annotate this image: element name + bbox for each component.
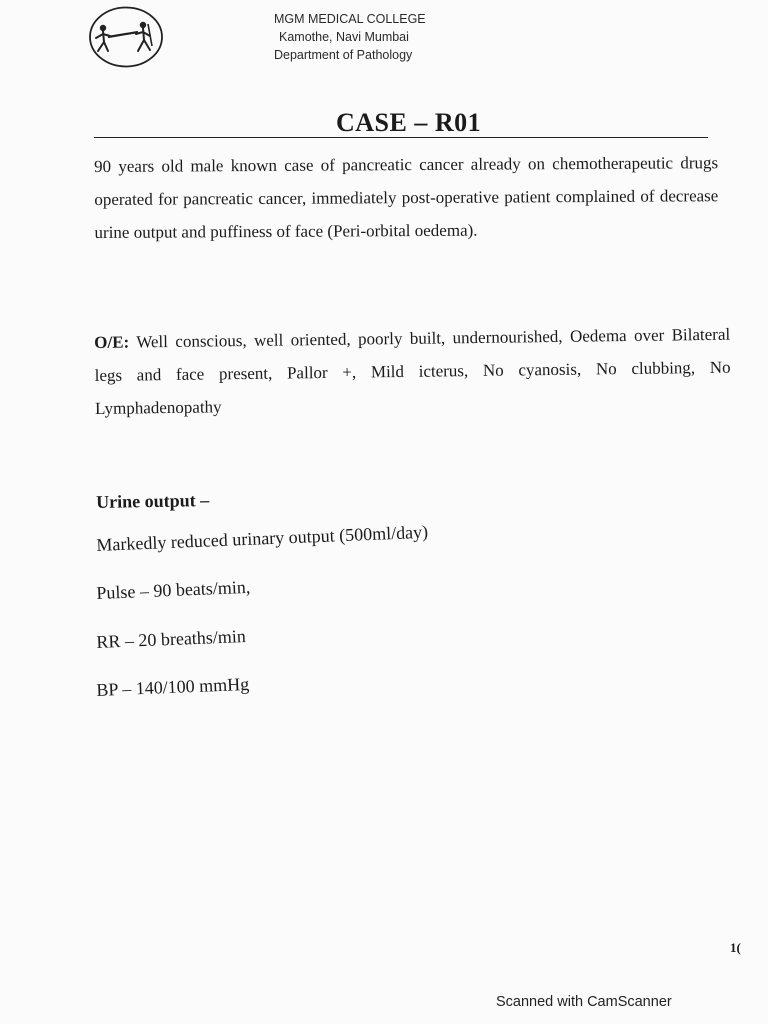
case-title: CASE – R01 — [336, 108, 482, 137]
blood-pressure-value: BP – 140/100 mmHg — [96, 673, 250, 700]
college-logo-icon — [88, 6, 164, 68]
college-location: Kamothe, Navi Mumbai — [279, 30, 409, 44]
letterhead — [274, 10, 426, 64]
examination-findings — [94, 318, 731, 425]
case-history: 90 years old male known case of pancreatic cancer already on chemotherapeutic drugs operated for pancreatic cancer, immediately post-operative patient complained of decrease urine output and puffiness of face (Peri-orbital oedema). — [94, 153, 719, 242]
examination-text: Well conscious, well oriented, poorly built, undernourished, Oedema over Bilateral legs and face present, Pallor +, Mild icterus, No cyanosis, No clubbing, No Lymphadenopathy — [94, 324, 731, 418]
respiratory-rate-value: RR – 20 breaths/min — [96, 626, 247, 652]
pulse-value: Pulse – 90 beats/min, — [96, 576, 251, 603]
urine-output-heading: Urine output – — [96, 490, 210, 512]
college-name: MGM MEDICAL COLLEGE — [274, 12, 426, 26]
department-name: Department of Pathology — [274, 48, 413, 62]
title-divider — [94, 137, 708, 138]
urine-output-value: Markedly reduced urinary output (500ml/day) — [96, 521, 429, 555]
scanner-watermark: Scanned with CamScanner — [496, 994, 672, 1010]
examination-label: O/E: — [94, 332, 130, 352]
page-number: 1( — [730, 940, 741, 955]
